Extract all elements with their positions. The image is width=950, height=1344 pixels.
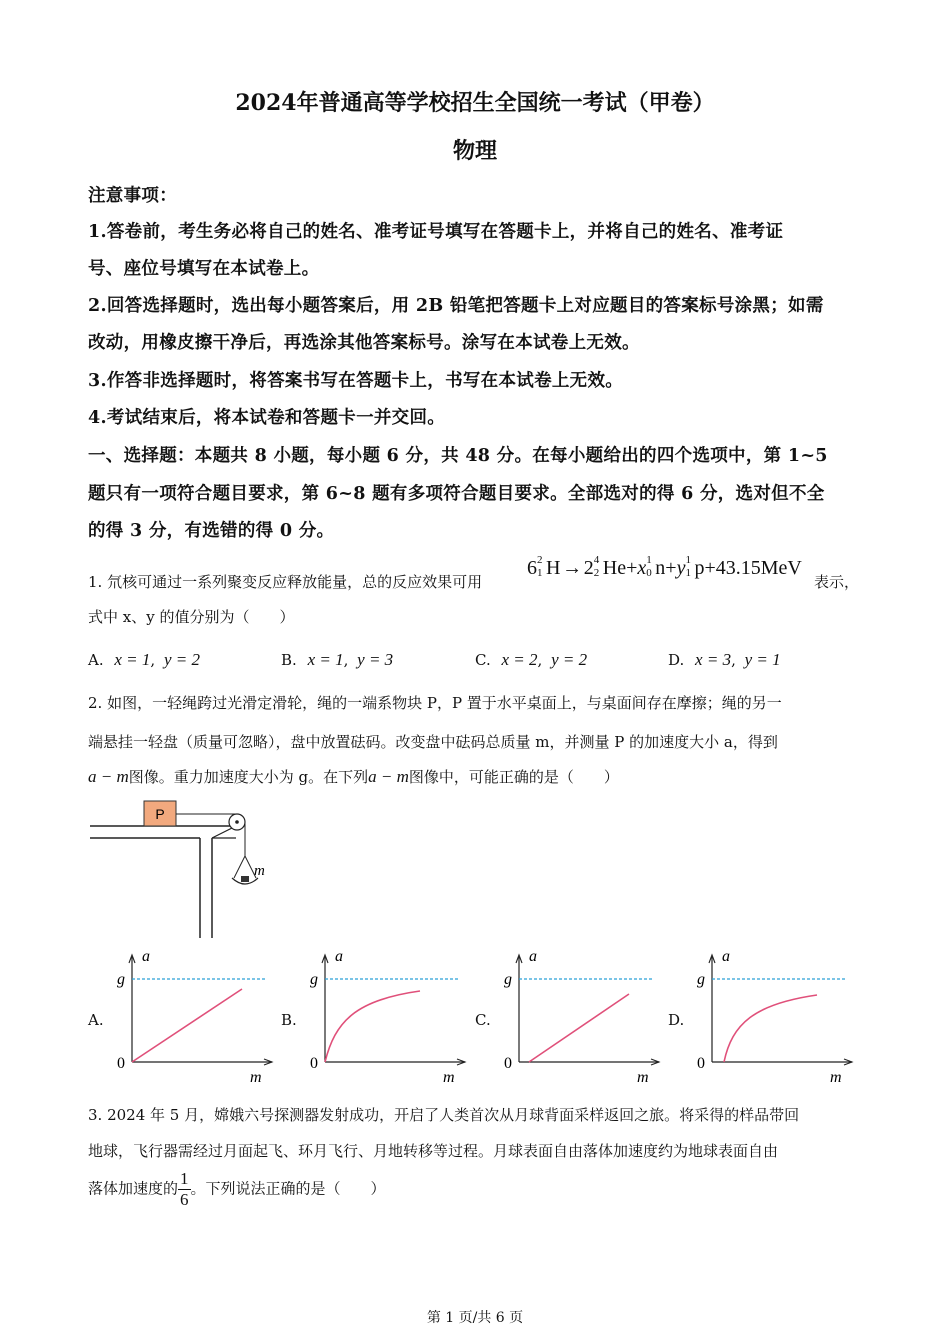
note-item-3: 3.作答非选择题时，将答案书写在答题卡上，书写在本试卷上无效。: [88, 371, 624, 391]
q2-graph-c: [493, 945, 683, 1085]
q2-graph-d: [686, 945, 876, 1085]
y-axis-label: a: [722, 948, 730, 965]
q1-option-b[interactable]: B. x = 1, y = 3: [281, 650, 394, 669]
q3-line-3: [88, 1169, 386, 1210]
q3-fraction: [178, 1169, 191, 1210]
q1-option-b-y: y = 3: [357, 650, 394, 669]
q3-line-2: 地球，飞行器需经过月面起飞、环月飞行、月地转移等过程。月球表面自由落体加速度约为地球表面自由: [88, 1142, 779, 1160]
note-item-4: 4.考试结束后，将本试卷和答题卡一并交回。: [88, 408, 446, 428]
q1-equation: 6 2 1 H → 2 4 2 He+x 1 0 n+y 1 1 p+43.15MeV: [527, 554, 802, 580]
q1-text-before: 1. 氘核可通过一系列聚变反应释放能量，总的反应效果可用: [88, 573, 483, 591]
q2-line-2: 端悬挂一轻盘（质量可忽略），盘中放置砝码。改变盘中砝码总质量 m，并测量 P 的加速度大小 a，得到: [88, 733, 778, 751]
section1-line-3: 的得 3 分，有选错的得 0 分。: [88, 521, 335, 541]
x-axis-label: m: [830, 1069, 842, 1085]
q1-line-2: 式中 x、y 的值分别为（ ）: [88, 608, 295, 626]
q1-option-c[interactable]: C. x = 2, y = 2: [475, 650, 588, 669]
exam-title: 2024年普通高等学校招生全国统一考试（甲卷）: [235, 90, 715, 116]
q3-line-1: 3. 2024 年 5 月，嫦娥六号探测器发射成功，开启了人类首次从月球背面采样返回之旅。将采得的样品带回: [88, 1106, 800, 1124]
q1-option-c-y: y = 2: [551, 650, 588, 669]
q2-am-1: a − m: [88, 767, 129, 786]
q2-graph-a: [106, 945, 296, 1085]
q2-graph-option-d[interactable]: D.: [668, 1011, 685, 1029]
q1-text-after: 表示，: [814, 573, 860, 591]
note-item-1-line-1: 1.答卷前，考生务必将自己的姓名、准考证号填写在答题卡上，并将自己的姓名、准考证: [88, 222, 784, 242]
subject-title: 物理: [452, 138, 497, 164]
section1-line-2: 题只有一项符合题目要求，第 6~8 题有多项符合题目要求。全部选对的得 6 分，选对但不全: [88, 484, 825, 504]
y-axis-label: a: [529, 948, 537, 965]
y-axis-label: a: [335, 948, 343, 965]
note-item-2-line-1: 2.回答选择题时，选出每小题答案后，用 2B 铅笔把答题卡上对应题目的答案标号涂黑；如需: [88, 296, 824, 316]
a-m-curve: [325, 991, 420, 1062]
x-axis-label: m: [443, 1069, 455, 1085]
q2-graph-b: [299, 945, 489, 1085]
q2-graph-option-c[interactable]: C.: [475, 1011, 491, 1029]
q1-option-c-x: x = 2: [501, 650, 538, 669]
notes-heading: 注意事项：: [88, 186, 177, 206]
q2-line-3-text-d: 图像中，可能正确的是（ ）: [408, 768, 619, 786]
origin-label: 0: [697, 1055, 705, 1072]
mass-label: m: [254, 863, 265, 879]
note-item-2-line-2: 改动，用橡皮擦干净后，再选涂其他答案标号。涂写在本试卷上无效。: [88, 333, 640, 353]
q3-line-3-before: 落体加速度的: [88, 1179, 179, 1198]
section1-line-1: 一、选择题：本题共 8 小题，每小题 6 分，共 48 分。在每小题给出的四个选项中，第 1~5: [88, 446, 828, 466]
q1-option-b-letter: B.: [281, 651, 297, 669]
a-m-curve: [529, 994, 629, 1062]
q1-option-c-letter: C.: [475, 651, 491, 669]
y-axis-label: a: [142, 948, 150, 965]
a-m-curve: [132, 989, 242, 1062]
note-item-1-line-2: 号、座位号填写在本试卷上。: [88, 259, 320, 279]
q1-option-a-y: y = 2: [163, 650, 200, 669]
q3-frac-den: 6: [180, 1190, 189, 1209]
q2-graph-option-b[interactable]: B.: [281, 1011, 297, 1029]
q1-option-d-letter: D.: [668, 651, 685, 669]
origin-label: 0: [310, 1055, 318, 1072]
q1-option-d-x: x = 3: [695, 650, 732, 669]
origin-label: 0: [117, 1055, 125, 1072]
q3-line-3-after: 。下列说法正确的是（ ）: [190, 1179, 386, 1198]
q2-line-3-text-b: 图像。重力加速度大小为 g。在下列: [128, 768, 369, 786]
g-label: g: [117, 971, 125, 988]
q1-option-d-y: y = 1: [744, 650, 781, 669]
q2-apparatus-figure: [88, 798, 288, 938]
x-axis-label: m: [637, 1069, 649, 1085]
x-axis-label: m: [250, 1069, 262, 1085]
q2-graph-option-a[interactable]: A.: [88, 1011, 104, 1029]
weight: [241, 876, 249, 882]
block-p-label: P: [155, 806, 165, 822]
q2-am-2: a − m: [368, 767, 409, 786]
g-label: g: [504, 971, 512, 988]
q1-option-a[interactable]: A. x = 1, y = 2: [88, 650, 200, 669]
g-label: g: [697, 971, 705, 988]
q3-frac-num: 1: [180, 1169, 189, 1188]
q2-line-1: 2. 如图，一轻绳跨过光滑定滑轮，绳的一端系物块 P，P 置于水平桌面上，与桌面间存在摩擦；绳的另一: [88, 694, 782, 712]
a-m-curve: [724, 995, 817, 1062]
q2-line-3: [88, 766, 619, 787]
q1-option-a-x: x = 1: [114, 650, 151, 669]
q1-option-b-x: x = 1: [307, 650, 344, 669]
g-label: g: [310, 971, 318, 988]
q1-option-d[interactable]: D. x = 3, y = 1: [668, 650, 781, 669]
page-footer: 第 1 页/共 6 页: [426, 1310, 524, 1326]
q1-option-a-letter: A.: [88, 651, 104, 669]
origin-label: 0: [504, 1055, 512, 1072]
